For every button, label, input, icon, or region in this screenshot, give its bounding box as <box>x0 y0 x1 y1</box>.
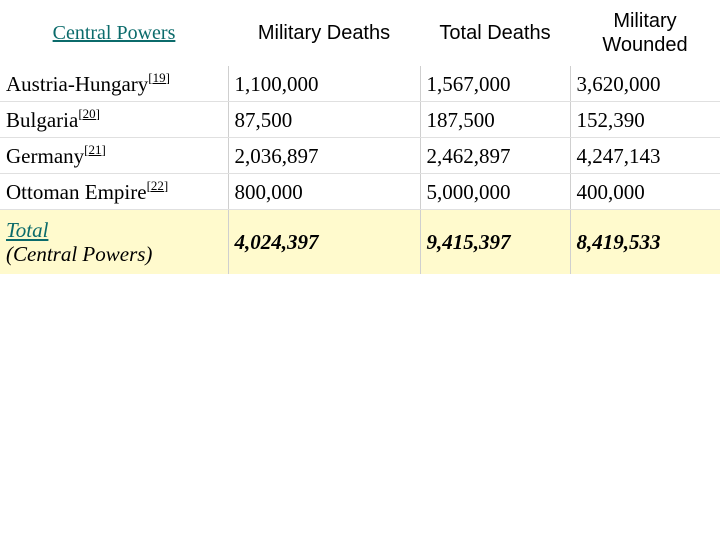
military-deaths-cell: 800,000 <box>228 174 420 210</box>
table-row <box>0 174 720 210</box>
total-label-sub: (Central Powers) <box>6 242 153 266</box>
header-row <box>0 0 720 66</box>
reference-link[interactable]: [22] <box>146 177 169 193</box>
table-row <box>0 66 720 102</box>
reference-link[interactable]: [19] <box>148 69 170 85</box>
reference-link[interactable]: [20] <box>78 105 100 121</box>
country-cell <box>0 66 228 102</box>
total-total-deaths: 9,415,397 <box>420 210 570 275</box>
header-total-deaths: Total Deaths <box>439 22 551 44</box>
country-cell <box>0 174 228 210</box>
military-deaths-cell: 87,500 <box>228 102 420 138</box>
country-name: Bulgaria <box>6 107 79 132</box>
header-military-deaths: Military Deaths <box>257 22 391 44</box>
table-row <box>0 102 720 138</box>
total-deaths-cell: 2,462,897 <box>420 138 570 174</box>
country-name: Germany <box>6 143 85 168</box>
total-label-link[interactable]: Total <box>6 218 49 242</box>
military-wounded-cell: 152,390 <box>570 102 720 138</box>
country-cell <box>0 102 228 138</box>
header-central-powers[interactable]: Central Powers <box>52 22 176 44</box>
header-military-wounded-line1: Military <box>613 10 677 32</box>
total-deaths-cell: 187,500 <box>420 102 570 138</box>
military-wounded-cell: 3,620,000 <box>570 66 720 102</box>
total-deaths-cell: 5,000,000 <box>420 174 570 210</box>
total-deaths-cell: 1,567,000 <box>420 66 570 102</box>
country-cell <box>0 138 228 174</box>
header-military-wounded <box>570 0 720 66</box>
total-row <box>0 210 720 275</box>
military-deaths-cell: 2,036,897 <box>228 138 420 174</box>
total-military-wounded: 8,419,533 <box>570 210 720 275</box>
military-deaths-cell: 1,100,000 <box>228 66 420 102</box>
total-military-deaths: 4,024,397 <box>228 210 420 275</box>
country-name: Austria-Hungary <box>6 71 149 96</box>
table-row <box>0 138 720 174</box>
header-military-wounded-line2: Wounded <box>602 34 688 56</box>
reference-link[interactable]: [21] <box>84 141 106 157</box>
total-label-cell <box>0 210 228 275</box>
military-wounded-cell: 4,247,143 <box>570 138 720 174</box>
country-name: Ottoman Empire <box>6 179 147 204</box>
military-wounded-cell: 400,000 <box>570 174 720 210</box>
